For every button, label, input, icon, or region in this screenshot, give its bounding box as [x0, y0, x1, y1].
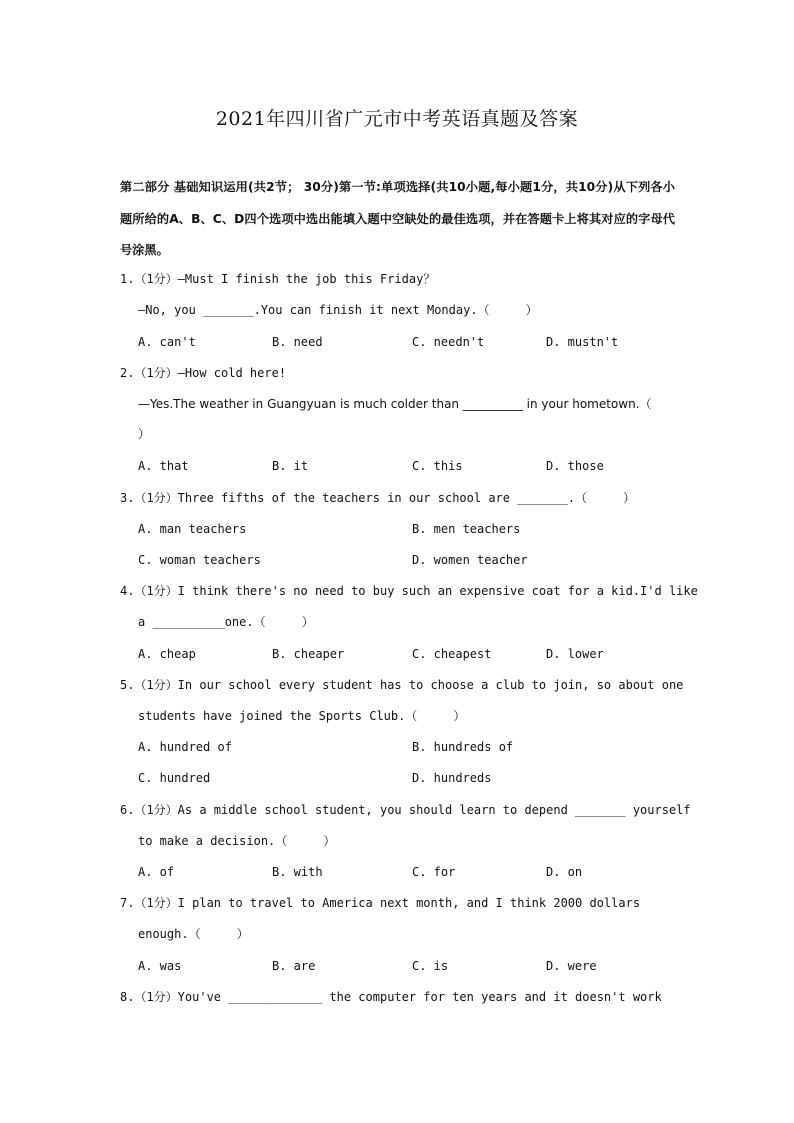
question-3-option-a: A. man teachers: [138, 522, 247, 536]
question-5-option-a: A. hundred of: [138, 740, 232, 754]
question-5-option-b: B. hundreds of: [412, 740, 514, 754]
question-8-stem: 8.（1分）You've _____________ the computer for ten years and it doesn't work: [120, 990, 662, 1004]
question-1-reply: —No, you _______.You can finish it next Monday.（ ）: [138, 303, 538, 317]
question-4-option-b: B. cheaper: [272, 647, 345, 661]
question-5-option-c: C. hundred: [138, 771, 211, 785]
section-instructions: 第二部分 基础知识运用(共2节； 30分)第一节:单项选择(共10小题,每小题1分，共10分)从下列各小题所给的A、B、C、D四个选项中选出能填入题中空缺处的最佳选项，并在答题卡上将其对应的字母代号涂黑。: [120, 180, 675, 257]
page-title: 2021年四川省广元市中考英语真题及答案: [215, 108, 579, 130]
question-4-option-d: D. lower: [546, 647, 604, 661]
question-1-option-d: D. mustn't: [546, 335, 619, 349]
question-4-stem-cont: a __________one.（ ）: [138, 615, 314, 629]
question-5-stem: 5.（1分）In our school every student has to choose a club to join, so about one: [120, 678, 684, 692]
question-6-option-d: D. on: [546, 865, 583, 879]
question-6-stem-cont: to make a decision.（ ）: [138, 834, 336, 848]
question-5-option-d: D. hundreds: [412, 771, 492, 785]
question-2-option-c: C. this: [412, 459, 463, 473]
question-6-option-a: A. of: [138, 865, 175, 879]
question-2-option-b: B. it: [272, 459, 309, 473]
question-2-stem: 2.（1分）—How cold here!: [120, 366, 287, 380]
question-3-option-c: C. woman teachers: [138, 553, 261, 567]
question-3-option-d: D. women teacher: [412, 553, 528, 567]
question-2-reply: —Yes.The weather in Guangyuan is much colder than __________ in your hometown.（: [138, 397, 652, 411]
question-7-option-a: A. was: [138, 959, 182, 973]
question-7-option-b: B. are: [272, 959, 316, 973]
question-6-option-c: C. for: [412, 865, 456, 879]
question-2-option-a: A. that: [138, 459, 189, 473]
question-7-option-c: C. is: [412, 959, 449, 973]
question-7-option-d: D. were: [546, 959, 597, 973]
question-4-option-a: A. cheap: [138, 647, 196, 661]
question-7-stem-cont: enough.（ ）: [138, 927, 249, 941]
question-7-stem: 7.（1分）I plan to travel to America next month, and I think 2000 dollars: [120, 896, 641, 910]
question-1-option-a: A. can't: [138, 335, 196, 349]
question-4-stem: 4.（1分）I think there's no need to buy such an expensive coat for a kid.I'd like: [120, 584, 698, 598]
question-2-option-d: D. those: [546, 459, 604, 473]
question-3-stem: 3.（1分）Three fifths of the teachers in our school are _______.（ ）: [120, 491, 636, 505]
question-1-option-b: B. need: [272, 335, 323, 349]
question-5-stem-cont: students have joined the Sports Club.（ ）: [138, 709, 466, 723]
question-2-bracket: ）: [138, 427, 151, 441]
question-6-stem: 6.（1分）As a middle school student, you should learn to depend _______ yourself: [120, 803, 691, 817]
question-4-option-c: C. cheapest: [412, 647, 492, 661]
question-1-stem: 1.（1分）—Must I finish the job this Friday？: [120, 272, 436, 286]
question-6-option-b: B. with: [272, 865, 323, 879]
question-1-option-c: C. needn't: [412, 335, 485, 349]
question-3-option-b: B. men teachers: [412, 522, 521, 536]
